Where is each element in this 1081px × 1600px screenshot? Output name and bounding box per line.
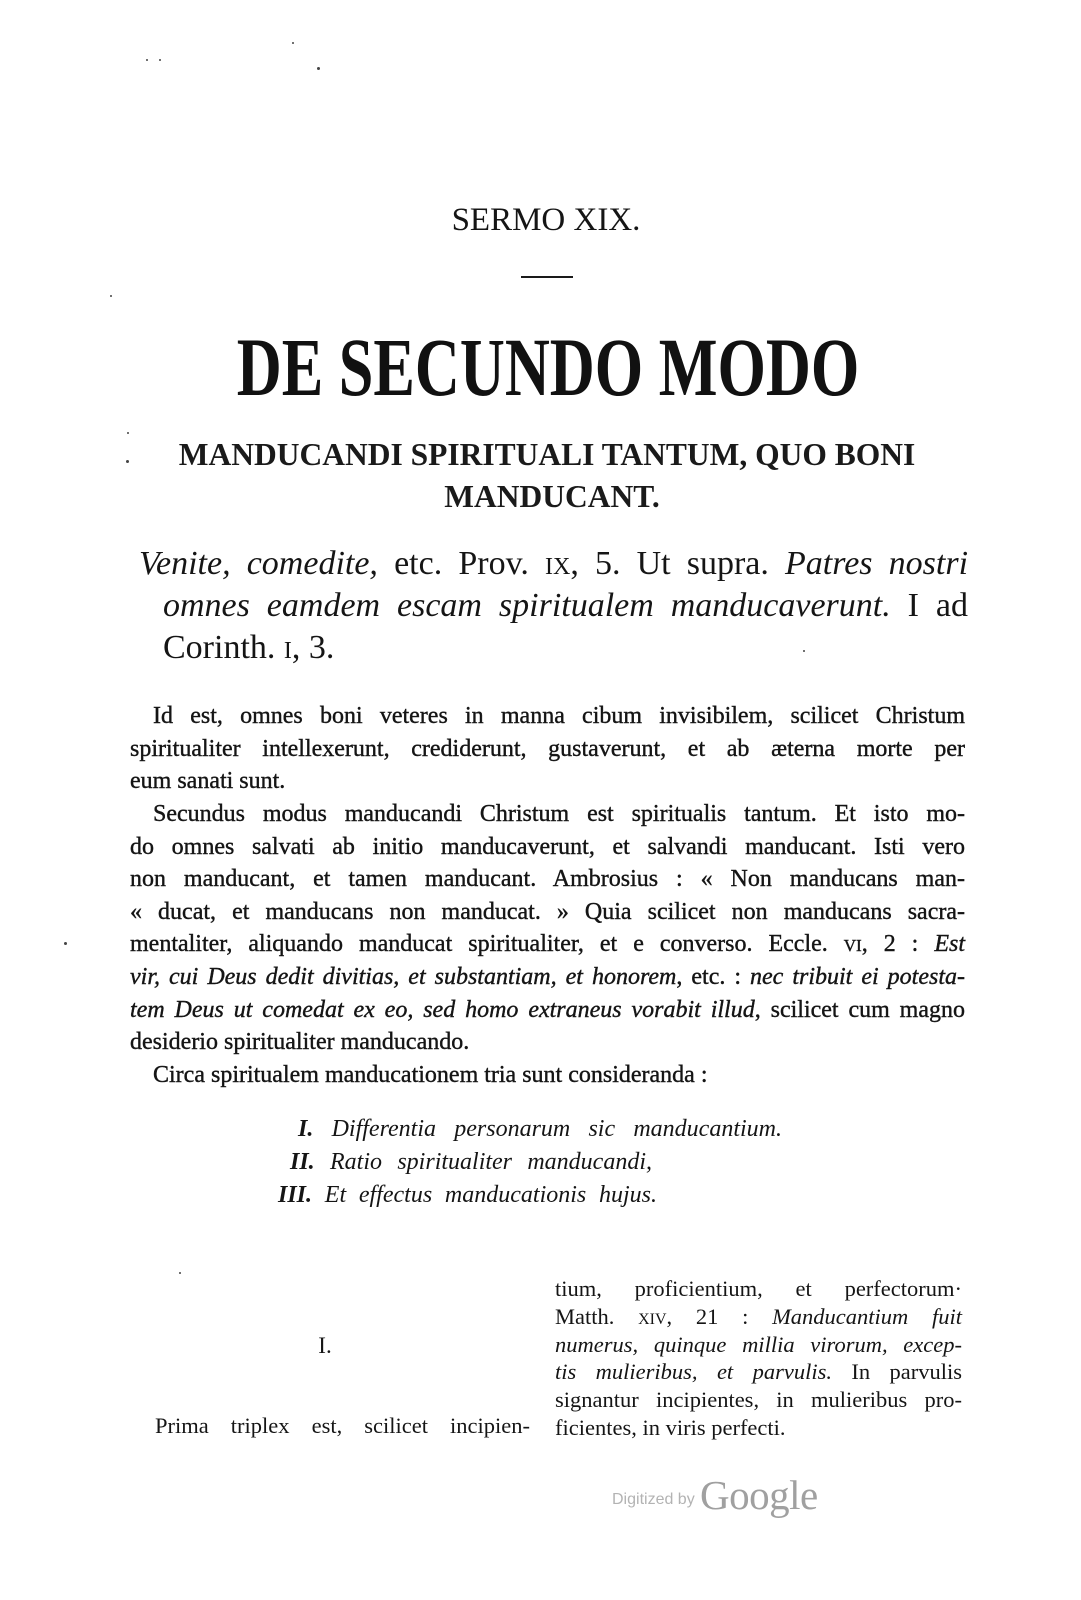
scan-speck: [317, 67, 320, 70]
title-block: [15, 321, 1081, 413]
body-line: [130, 994, 965, 1027]
text-run: I ad: [907, 587, 969, 624]
text-run: , etc. :: [676, 964, 742, 991]
text-run: Prima triplex est, scilicet incipien-: [155, 1413, 530, 1438]
text-run: eum sanati sunt.: [130, 768, 286, 795]
text-run: , 2 :: [861, 931, 919, 958]
body-line: [130, 928, 965, 961]
text-run: Circa spiritualem manducationem tria sunt consideranda :: [153, 1062, 708, 1089]
title-rule: [521, 276, 573, 278]
sermon-number: SERMO XIX.: [451, 202, 641, 238]
italic-run: Est: [934, 931, 966, 958]
paragraph: [130, 798, 965, 1059]
italic-run: Patres nostri: [785, 545, 969, 582]
text-run: Corinth.: [163, 629, 276, 666]
body-line: [130, 863, 965, 896]
italic-run: numerus, quinque millia virorum, excep-: [555, 1331, 962, 1357]
small-caps-run: ix: [545, 545, 571, 582]
text-run: , scilicet cum magno: [754, 996, 966, 1023]
text-run: spiritualiter intellexerunt, crediderunt, gustaverunt, et ab æterna morte per: [130, 735, 965, 762]
column-line: [555, 1275, 962, 1303]
scan-speck: [292, 42, 294, 44]
page-title: DE SECUNDO MODO: [236, 321, 860, 413]
column-line: [555, 1386, 962, 1414]
text-run: , 3.: [291, 629, 335, 666]
subtitle-line: MANDUCANT.: [444, 479, 660, 514]
body-line: [130, 798, 965, 831]
body-line: [130, 733, 965, 766]
text-run: , 5. Ut supra.: [570, 545, 769, 582]
italic-run: tem Deus ut comedat ex eo, sed homo extraneus vorabit illud: [130, 996, 755, 1023]
epigraph-line: [139, 627, 968, 669]
italic-run: tis mulieribus, et parvulis.: [555, 1359, 832, 1385]
consideration-item: [278, 1179, 657, 1212]
column-line: [555, 1331, 962, 1359]
text-run: Id est, omnes boni veteres in manna cibum invisibilem, scilicet Christum: [153, 703, 965, 729]
scan-speck: [110, 295, 112, 297]
item-number: I.: [298, 1116, 314, 1142]
column-line: [555, 1358, 962, 1386]
text-run: tium, proficientium, et perfectorum·: [555, 1276, 962, 1301]
italic-run: omnes eamdem escam spiritualem manducaverunt.: [163, 587, 891, 624]
consideration-item: [298, 1113, 782, 1146]
subtitle-line: MANDUCANDI SPIRITUALI TANTUM, QUO BONI: [178, 437, 916, 472]
epigraph-line: [139, 543, 968, 585]
item-text: Differentia personarum sic manducantium.: [331, 1116, 782, 1142]
text-run: , 21 :: [666, 1303, 749, 1329]
item-text: Et effectus manducationis hujus.: [324, 1182, 657, 1208]
item-number: III.: [278, 1182, 313, 1208]
italic-run: Manducantium fuit: [772, 1303, 963, 1329]
paragraph: [130, 700, 965, 798]
text-run: mentaliter, aliquando manducat spiritualiter, et e converso. Eccle.: [130, 931, 828, 958]
scan-speck: [159, 59, 161, 61]
text-run: In parvulis: [851, 1359, 963, 1385]
text-run: non manducant, et tamen manducant. Ambrosius : « Non manducans man-: [130, 866, 965, 893]
column-line: [555, 1303, 962, 1331]
digitized-by-label: Digitized by: [612, 1491, 695, 1508]
body-line: [130, 896, 965, 929]
text-run: do omnes salvati ab initio manducaverunt, et salvandi manducant. Isti vero: [130, 833, 965, 860]
italic-run: vir, cui Deus dedit divitias, et substantiam, et honorem: [130, 964, 677, 991]
epigraph-line: [139, 585, 968, 627]
scan-speck: [64, 942, 67, 945]
body-text: [130, 700, 965, 1092]
body-line: [130, 831, 965, 864]
text-run: signantur incipientes, in mulieribus pro-: [555, 1387, 962, 1413]
scan-speck: [179, 1272, 181, 1274]
text-run: ficientes, in viris perfecti.: [555, 1414, 786, 1440]
item-number: II.: [290, 1149, 315, 1175]
body-line: [130, 700, 965, 733]
column-line: [155, 1412, 530, 1440]
small-caps-run: xiv: [638, 1303, 667, 1329]
section-heading: I.: [318, 1333, 332, 1358]
left-column: [155, 1412, 530, 1440]
text-run: Secundus modus manducandi Christum est spiritualis tantum. Et isto mo-: [153, 800, 965, 827]
italic-run: nec tribuit ei potesta-: [750, 964, 965, 991]
consideration-item: [290, 1146, 652, 1179]
small-caps-run: vi: [843, 931, 862, 958]
item-text: Ratio spiritualiter manducandi,: [330, 1149, 652, 1175]
text-run: etc. Prov.: [394, 545, 529, 582]
body-line: [130, 1026, 965, 1059]
right-column: [555, 1275, 962, 1442]
text-run: Matth.: [555, 1303, 615, 1329]
paragraph: [130, 1059, 965, 1092]
scan-speck: [146, 59, 148, 61]
epigraph: [139, 543, 968, 669]
small-caps-run: i: [283, 629, 292, 666]
body-line: [130, 765, 965, 798]
column-line: [555, 1414, 962, 1442]
text-run: desiderio spiritualiter manducando.: [130, 1029, 470, 1056]
text-run: « ducat, et manducans non manducat. » Quia scilicet non manducans sacra-: [130, 898, 965, 925]
italic-run: Venite, comedite,: [139, 545, 378, 582]
body-line: [130, 1059, 965, 1092]
google-logo: Google: [700, 1472, 818, 1518]
body-line: [130, 961, 965, 994]
